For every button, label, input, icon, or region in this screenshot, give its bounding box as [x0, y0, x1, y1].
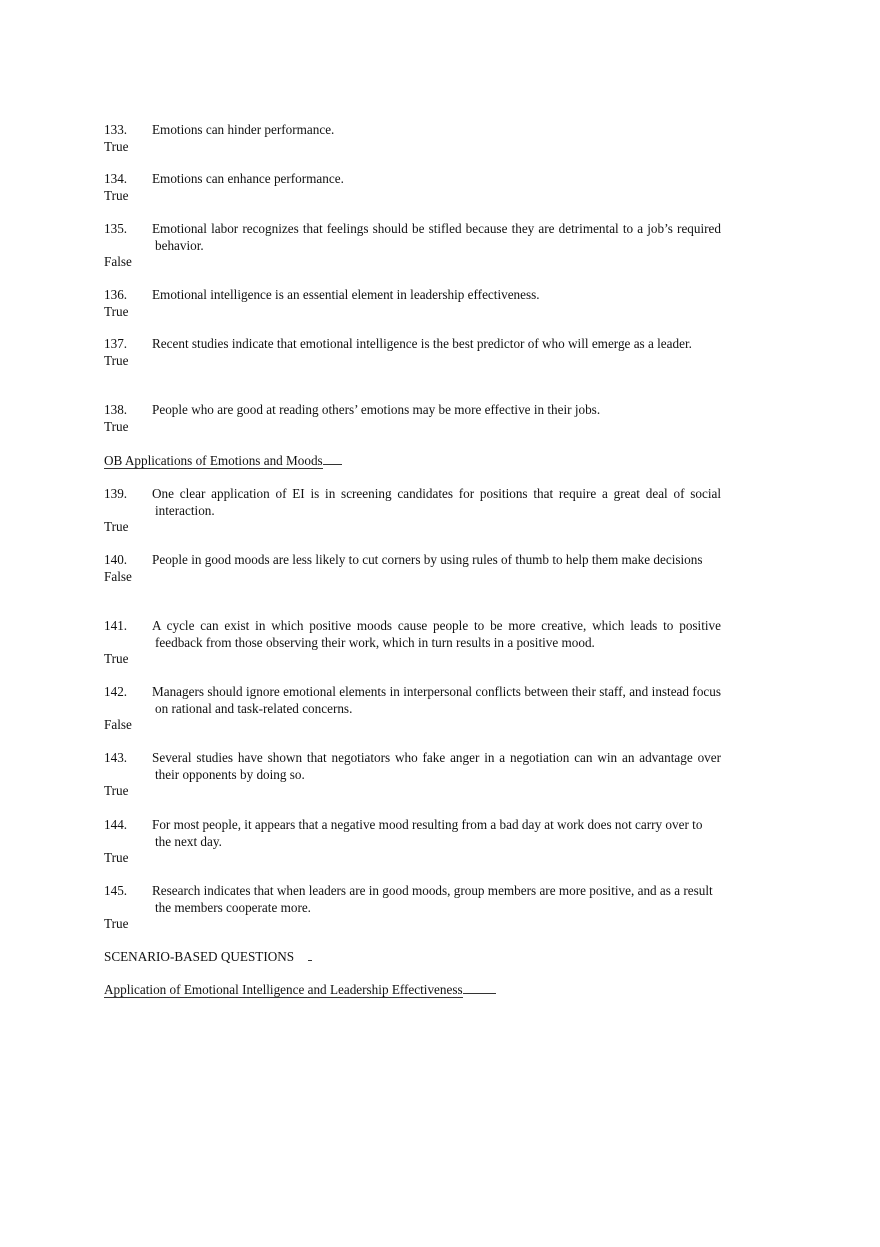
question-number: 144.	[104, 817, 128, 832]
question-text: Emotional labor recognizes that feelings should be stifled because they are detrimental to a job’s required behavior.	[152, 221, 721, 253]
answer: True	[104, 783, 129, 798]
question-number: 145.	[104, 883, 128, 898]
question-136	[104, 287, 724, 320]
answer: True	[104, 138, 129, 154]
section-title: Application of Emotional Intelligence and Leadership Effectiveness	[104, 982, 463, 997]
question-text: Emotional intelligence is an essential element in leadership effectiveness.	[152, 287, 540, 302]
question-number: 141.	[104, 618, 128, 633]
answer: True	[104, 519, 129, 534]
question-text: Emotions can enhance performance.	[152, 171, 344, 186]
question-number: 135.	[104, 221, 128, 236]
question-number: 137.	[104, 336, 128, 351]
question-text: Research indicates that when leaders are in good moods, group members are more positive, and as a result the members cooperate more.	[152, 883, 713, 915]
question-text: Several studies have shown that negotiators who fake anger in a negotiation can win an advantage over their opponents by doing so.	[152, 750, 721, 782]
question-142	[104, 684, 724, 734]
answer: True	[104, 651, 129, 666]
question-text: One clear application of EI is in screening candidates for positions that require a great deal of social interaction.	[152, 486, 721, 518]
question-number: 136.	[104, 287, 128, 302]
question-number: 140.	[104, 552, 128, 567]
question-text: People in good moods are less likely to cut corners by using rules of thumb to help them make decisions	[152, 552, 703, 567]
question-number: 138.	[104, 402, 128, 417]
question-140	[104, 552, 724, 585]
answer: False	[104, 568, 132, 584]
question-number: 134.	[104, 171, 128, 186]
answer: False	[104, 254, 132, 269]
question-number: 143.	[104, 750, 128, 765]
answer: True	[104, 187, 129, 203]
question-text: People who are good at reading others’ emotions may be more effective in their jobs.	[152, 402, 601, 417]
underline-rule	[323, 464, 342, 465]
question-text: Recent studies indicate that emotional intelligence is the best predictor of who will emerge as a leader.	[152, 336, 692, 351]
section-heading-ob-applications	[104, 453, 342, 469]
underline-rule	[308, 960, 312, 961]
answer: True	[104, 418, 129, 434]
question-137	[104, 336, 724, 369]
question-number: 142.	[104, 684, 128, 699]
question-144	[104, 817, 724, 867]
question-text: Managers should ignore emotional elements in interpersonal conflicts between their staff, and instead focus on rational and task-related concerns.	[152, 684, 721, 716]
question-133	[104, 122, 724, 155]
answer: False	[104, 717, 132, 732]
question-141	[104, 618, 724, 668]
question-138	[104, 402, 724, 435]
question-135	[104, 221, 724, 271]
section-title: SCENARIO-BASED QUESTIONS	[104, 949, 295, 964]
question-143	[104, 750, 724, 800]
section-heading-application-ei	[104, 982, 496, 998]
question-134	[104, 171, 724, 204]
underline-rule	[463, 993, 496, 994]
question-text: A cycle can exist in which positive moods cause people to be more creative, which leads to positive feedback from those observing their work, which in turn results in a positive mood.	[152, 618, 721, 650]
answer: True	[104, 352, 129, 368]
answer: True	[104, 850, 129, 865]
question-145	[104, 883, 724, 933]
answer: True	[104, 916, 129, 931]
section-title: OB Applications of Emotions and Moods	[104, 453, 323, 468]
section-heading-scenario-based	[104, 949, 312, 965]
question-text: Emotions can hinder performance.	[152, 122, 335, 137]
question-number: 139.	[104, 486, 128, 501]
question-139	[104, 486, 724, 536]
answer: True	[104, 303, 129, 319]
question-number: 133.	[104, 122, 128, 137]
question-text: For most people, it appears that a negative mood resulting from a bad day at work does not carry over to the next day.	[152, 817, 703, 849]
